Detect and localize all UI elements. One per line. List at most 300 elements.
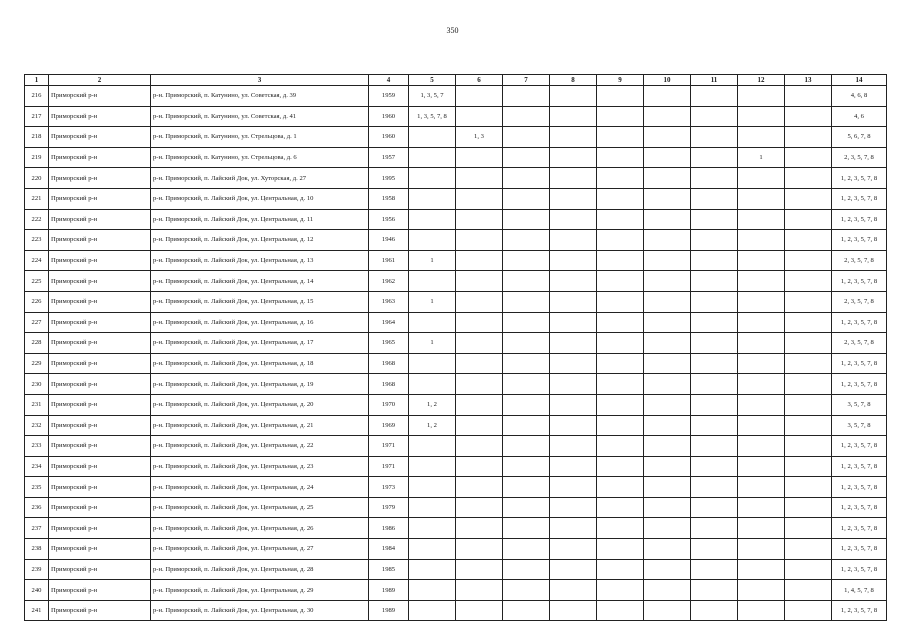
cell-col-11	[691, 312, 738, 333]
cell-col-5: 1	[409, 333, 456, 354]
cell-col-14: 2, 3, 5, 7, 8	[832, 250, 887, 271]
cell-col-9	[597, 271, 644, 292]
cell-col-12	[738, 333, 785, 354]
cell-col-12	[738, 497, 785, 518]
cell-row-number: 235	[25, 477, 49, 498]
cell-col-8	[550, 230, 597, 251]
cell-col-6	[456, 600, 503, 621]
cell-col-13	[785, 456, 832, 477]
cell-col-12	[738, 250, 785, 271]
cell-col-13	[785, 539, 832, 560]
cell-row-number: 216	[25, 86, 49, 107]
cell-col-8	[550, 353, 597, 374]
cell-year-built: 1984	[369, 539, 409, 560]
cell-address: р-н. Приморский, п. Лайский Док, ул. Центральная, д. 12	[151, 230, 369, 251]
cell-address: р-н. Приморский, п. Лайский Док, ул. Центральная, д. 17	[151, 333, 369, 354]
cell-col-10	[644, 291, 691, 312]
cell-address: р-н. Приморский, п. Лайский Док, ул. Центральная, д. 13	[151, 250, 369, 271]
cell-col-7	[503, 518, 550, 539]
cell-district: Приморский р-н	[49, 559, 151, 580]
cell-row-number: 236	[25, 497, 49, 518]
cell-year-built: 1995	[369, 168, 409, 189]
cell-col-10	[644, 394, 691, 415]
cell-col-5	[409, 353, 456, 374]
column-header-3: 3	[151, 75, 369, 86]
cell-col-13	[785, 188, 832, 209]
cell-col-6	[456, 539, 503, 560]
cell-row-number: 240	[25, 580, 49, 601]
cell-address: р-н. Приморский, п. Лайский Док, ул. Центральная, д. 10	[151, 188, 369, 209]
cell-col-11	[691, 106, 738, 127]
cell-col-11	[691, 188, 738, 209]
cell-col-9	[597, 374, 644, 395]
cell-col-5	[409, 188, 456, 209]
cell-col-9	[597, 415, 644, 436]
cell-address: р-н. Приморский, п. Лайский Док, ул. Центральная, д. 16	[151, 312, 369, 333]
cell-address: р-н. Приморский, п. Лайский Док, ул. Центральная, д. 26	[151, 518, 369, 539]
cell-col-9	[597, 436, 644, 457]
cell-district: Приморский р-н	[49, 271, 151, 292]
cell-col-8	[550, 312, 597, 333]
cell-col-13	[785, 518, 832, 539]
cell-col-10	[644, 86, 691, 107]
table-row	[25, 600, 887, 621]
cell-col-5	[409, 580, 456, 601]
table-header-row	[25, 75, 887, 86]
cell-district: Приморский р-н	[49, 353, 151, 374]
cell-year-built: 1969	[369, 415, 409, 436]
cell-col-10	[644, 477, 691, 498]
cell-col-14: 5, 6, 7, 8	[832, 127, 887, 148]
column-header-6: 6	[456, 75, 503, 86]
cell-col-9	[597, 86, 644, 107]
cell-year-built: 1985	[369, 559, 409, 580]
table-row	[25, 86, 887, 107]
cell-col-10	[644, 456, 691, 477]
cell-col-12	[738, 230, 785, 251]
cell-col-14: 1, 2, 3, 5, 7, 8	[832, 559, 887, 580]
cell-row-number: 230	[25, 374, 49, 395]
cell-col-5	[409, 312, 456, 333]
cell-col-6	[456, 477, 503, 498]
table-row	[25, 580, 887, 601]
cell-col-12	[738, 271, 785, 292]
column-header-10: 10	[644, 75, 691, 86]
cell-col-8	[550, 209, 597, 230]
column-header-5: 5	[409, 75, 456, 86]
cell-address: р-н. Приморский, п. Лайский Док, ул. Центральная, д. 19	[151, 374, 369, 395]
cell-col-7	[503, 456, 550, 477]
cell-col-6	[456, 353, 503, 374]
cell-col-9	[597, 291, 644, 312]
cell-col-13	[785, 250, 832, 271]
cell-col-5: 1, 2	[409, 394, 456, 415]
cell-row-number: 229	[25, 353, 49, 374]
cell-col-9	[597, 600, 644, 621]
cell-col-6	[456, 168, 503, 189]
column-header-1: 1	[25, 75, 49, 86]
cell-year-built: 1970	[369, 394, 409, 415]
cell-col-5	[409, 600, 456, 621]
cell-col-11	[691, 291, 738, 312]
cell-col-13	[785, 106, 832, 127]
cell-col-8	[550, 127, 597, 148]
cell-col-12	[738, 559, 785, 580]
cell-col-6: 1, 3	[456, 127, 503, 148]
cell-col-5	[409, 436, 456, 457]
cell-col-12	[738, 127, 785, 148]
cell-col-10	[644, 147, 691, 168]
cell-district: Приморский р-н	[49, 374, 151, 395]
cell-col-14: 1, 2, 3, 5, 7, 8	[832, 374, 887, 395]
cell-col-13	[785, 497, 832, 518]
cell-year-built: 1968	[369, 374, 409, 395]
cell-address: р-н. Приморский, п. Лайский Док, ул. Центральная, д. 21	[151, 415, 369, 436]
cell-year-built: 1964	[369, 312, 409, 333]
cell-col-11	[691, 86, 738, 107]
cell-col-10	[644, 168, 691, 189]
cell-address: р-н. Приморский, п. Лайский Док, ул. Центральная, д. 11	[151, 209, 369, 230]
cell-col-5	[409, 230, 456, 251]
cell-col-10	[644, 559, 691, 580]
cell-col-9	[597, 127, 644, 148]
cell-col-6	[456, 86, 503, 107]
cell-year-built: 1979	[369, 497, 409, 518]
cell-district: Приморский р-н	[49, 415, 151, 436]
cell-col-7	[503, 333, 550, 354]
cell-col-7	[503, 374, 550, 395]
cell-col-10	[644, 600, 691, 621]
cell-col-11	[691, 209, 738, 230]
cell-row-number: 222	[25, 209, 49, 230]
cell-address: р-н. Приморский, п. Лайский Док, ул. Центральная, д. 24	[151, 477, 369, 498]
cell-col-10	[644, 250, 691, 271]
table-row	[25, 436, 887, 457]
cell-address: р-н. Приморский, п. Лайский Док, ул. Центральная, д. 18	[151, 353, 369, 374]
cell-district: Приморский р-н	[49, 497, 151, 518]
table-row	[25, 106, 887, 127]
cell-address: р-н. Приморский, п. Лайский Док, ул. Центральная, д. 25	[151, 497, 369, 518]
table-row	[25, 127, 887, 148]
cell-col-9	[597, 147, 644, 168]
cell-col-13	[785, 127, 832, 148]
cell-col-13	[785, 600, 832, 621]
cell-row-number: 231	[25, 394, 49, 415]
cell-col-11	[691, 559, 738, 580]
cell-col-10	[644, 106, 691, 127]
cell-col-11	[691, 250, 738, 271]
cell-col-14: 1, 2, 3, 5, 7, 8	[832, 539, 887, 560]
cell-col-7	[503, 168, 550, 189]
cell-col-13	[785, 312, 832, 333]
cell-col-6	[456, 250, 503, 271]
cell-year-built: 1960	[369, 127, 409, 148]
cell-col-7	[503, 271, 550, 292]
cell-col-13	[785, 86, 832, 107]
cell-col-8	[550, 271, 597, 292]
cell-year-built: 1971	[369, 436, 409, 457]
table-row	[25, 312, 887, 333]
cell-col-6	[456, 518, 503, 539]
table-row	[25, 477, 887, 498]
cell-col-5: 1, 3, 5, 7, 8	[409, 106, 456, 127]
cell-row-number: 238	[25, 539, 49, 560]
cell-col-12	[738, 106, 785, 127]
cell-address: р-н. Приморский, п. Лайский Док, ул. Центральная, д. 14	[151, 271, 369, 292]
cell-address: р-н. Приморский, п. Лайский Док, ул. Центральная, д. 23	[151, 456, 369, 477]
cell-year-built: 1961	[369, 250, 409, 271]
cell-col-14: 1, 2, 3, 5, 7, 8	[832, 518, 887, 539]
cell-col-13	[785, 394, 832, 415]
cell-col-7	[503, 127, 550, 148]
cell-year-built: 1968	[369, 353, 409, 374]
cell-col-8	[550, 415, 597, 436]
cell-col-5	[409, 477, 456, 498]
cell-col-14: 4, 6	[832, 106, 887, 127]
cell-col-6	[456, 559, 503, 580]
cell-col-9	[597, 456, 644, 477]
cell-row-number: 233	[25, 436, 49, 457]
cell-col-7	[503, 580, 550, 601]
cell-col-14: 3, 5, 7, 8	[832, 394, 887, 415]
table-row	[25, 559, 887, 580]
cell-col-6	[456, 333, 503, 354]
cell-address: р-н. Приморский, п. Катунино, ул. Советская, д. 41	[151, 106, 369, 127]
cell-col-10	[644, 333, 691, 354]
cell-district: Приморский р-н	[49, 477, 151, 498]
cell-col-14: 2, 3, 5, 7, 8	[832, 333, 887, 354]
column-header-11: 11	[691, 75, 738, 86]
cell-col-8	[550, 539, 597, 560]
cell-col-7	[503, 312, 550, 333]
cell-row-number: 237	[25, 518, 49, 539]
cell-col-5: 1	[409, 250, 456, 271]
cell-col-10	[644, 436, 691, 457]
cell-col-11	[691, 477, 738, 498]
cell-col-10	[644, 312, 691, 333]
cell-address: р-н. Приморский, п. Катунино, ул. Стрельцова, д. 6	[151, 147, 369, 168]
cell-col-13	[785, 333, 832, 354]
cell-col-8	[550, 497, 597, 518]
cell-col-9	[597, 230, 644, 251]
cell-district: Приморский р-н	[49, 600, 151, 621]
cell-col-11	[691, 127, 738, 148]
cell-row-number: 228	[25, 333, 49, 354]
cell-col-9	[597, 539, 644, 560]
cell-col-8	[550, 374, 597, 395]
cell-col-8	[550, 436, 597, 457]
cell-col-11	[691, 497, 738, 518]
cell-col-8	[550, 600, 597, 621]
table-row	[25, 250, 887, 271]
cell-col-13	[785, 230, 832, 251]
cell-col-12	[738, 209, 785, 230]
cell-col-9	[597, 312, 644, 333]
cell-row-number: 241	[25, 600, 49, 621]
cell-col-13	[785, 580, 832, 601]
cell-col-13	[785, 353, 832, 374]
cell-col-14: 1, 2, 3, 5, 7, 8	[832, 312, 887, 333]
cell-col-9	[597, 188, 644, 209]
cell-col-11	[691, 374, 738, 395]
cell-col-10	[644, 374, 691, 395]
cell-col-9	[597, 209, 644, 230]
cell-district: Приморский р-н	[49, 580, 151, 601]
cell-col-5	[409, 559, 456, 580]
cell-col-13	[785, 168, 832, 189]
cell-col-10	[644, 518, 691, 539]
table-row	[25, 333, 887, 354]
cell-col-5	[409, 127, 456, 148]
cell-col-6	[456, 497, 503, 518]
cell-year-built: 1965	[369, 333, 409, 354]
table-row	[25, 353, 887, 374]
cell-col-14: 1, 2, 3, 5, 7, 8	[832, 271, 887, 292]
cell-district: Приморский р-н	[49, 86, 151, 107]
cell-col-10	[644, 188, 691, 209]
cell-address: р-н. Приморский, п. Лайский Док, ул. Центральная, д. 27	[151, 539, 369, 560]
cell-col-6	[456, 271, 503, 292]
cell-col-6	[456, 147, 503, 168]
table-row	[25, 271, 887, 292]
cell-district: Приморский р-н	[49, 209, 151, 230]
cell-col-7	[503, 250, 550, 271]
table-row	[25, 497, 887, 518]
column-header-9: 9	[597, 75, 644, 86]
table-row	[25, 374, 887, 395]
cell-col-13	[785, 559, 832, 580]
table-row	[25, 518, 887, 539]
cell-col-10	[644, 230, 691, 251]
cell-col-8	[550, 394, 597, 415]
cell-col-12	[738, 436, 785, 457]
cell-col-9	[597, 333, 644, 354]
cell-district: Приморский р-н	[49, 147, 151, 168]
cell-col-8	[550, 291, 597, 312]
cell-col-10	[644, 209, 691, 230]
cell-col-7	[503, 291, 550, 312]
cell-district: Приморский р-н	[49, 230, 151, 251]
column-header-14: 14	[832, 75, 887, 86]
cell-row-number: 234	[25, 456, 49, 477]
table-row	[25, 456, 887, 477]
cell-col-6	[456, 436, 503, 457]
cell-year-built: 1946	[369, 230, 409, 251]
cell-col-9	[597, 497, 644, 518]
cell-col-7	[503, 539, 550, 560]
cell-year-built: 1957	[369, 147, 409, 168]
cell-address: р-н. Приморский, п. Лайский Док, ул. Центральная, д. 20	[151, 394, 369, 415]
cell-col-7	[503, 188, 550, 209]
cell-col-13	[785, 436, 832, 457]
cell-district: Приморский р-н	[49, 291, 151, 312]
cell-col-8	[550, 518, 597, 539]
cell-col-12	[738, 394, 785, 415]
cell-year-built: 1963	[369, 291, 409, 312]
cell-col-7	[503, 415, 550, 436]
cell-col-12	[738, 600, 785, 621]
cell-col-13	[785, 291, 832, 312]
cell-district: Приморский р-н	[49, 188, 151, 209]
cell-row-number: 225	[25, 271, 49, 292]
cell-col-7	[503, 497, 550, 518]
cell-col-14: 1, 2, 3, 5, 7, 8	[832, 230, 887, 251]
cell-year-built: 1986	[369, 518, 409, 539]
cell-col-12	[738, 580, 785, 601]
cell-col-14: 1, 2, 3, 5, 7, 8	[832, 600, 887, 621]
cell-col-6	[456, 394, 503, 415]
cell-col-11	[691, 600, 738, 621]
cell-col-10	[644, 415, 691, 436]
cell-col-14: 3, 5, 7, 8	[832, 415, 887, 436]
cell-col-11	[691, 518, 738, 539]
cell-col-5: 1, 3, 5, 7	[409, 86, 456, 107]
column-header-4: 4	[369, 75, 409, 86]
cell-col-11	[691, 333, 738, 354]
cell-col-10	[644, 539, 691, 560]
cell-year-built: 1973	[369, 477, 409, 498]
table-row	[25, 394, 887, 415]
cell-col-5: 1, 2	[409, 415, 456, 436]
cell-col-12	[738, 374, 785, 395]
cell-col-12: 1	[738, 147, 785, 168]
cell-col-13	[785, 415, 832, 436]
cell-col-11	[691, 456, 738, 477]
cell-col-6	[456, 230, 503, 251]
cell-col-14: 1, 2, 3, 5, 7, 8	[832, 168, 887, 189]
cell-col-6	[456, 291, 503, 312]
cell-row-number: 220	[25, 168, 49, 189]
cell-district: Приморский р-н	[49, 127, 151, 148]
cell-col-9	[597, 250, 644, 271]
cell-col-14: 1, 2, 3, 5, 7, 8	[832, 209, 887, 230]
cell-col-10	[644, 353, 691, 374]
cell-col-7	[503, 600, 550, 621]
table-row	[25, 188, 887, 209]
cell-row-number: 239	[25, 559, 49, 580]
cell-col-5	[409, 456, 456, 477]
cell-row-number: 227	[25, 312, 49, 333]
cell-col-14: 1, 2, 3, 5, 7, 8	[832, 188, 887, 209]
cell-col-7	[503, 559, 550, 580]
cell-col-12	[738, 456, 785, 477]
cell-col-9	[597, 168, 644, 189]
cell-col-13	[785, 271, 832, 292]
cell-col-7	[503, 147, 550, 168]
table-row	[25, 168, 887, 189]
cell-col-6	[456, 188, 503, 209]
cell-col-8	[550, 456, 597, 477]
cell-col-6	[456, 374, 503, 395]
cell-district: Приморский р-н	[49, 168, 151, 189]
cell-col-11	[691, 394, 738, 415]
cell-col-12	[738, 291, 785, 312]
cell-col-6	[456, 106, 503, 127]
cell-address: р-н. Приморский, п. Катунино, ул. Советская, д. 39	[151, 86, 369, 107]
cell-address: р-н. Приморский, п. Лайский Док, ул. Центральная, д. 15	[151, 291, 369, 312]
cell-col-11	[691, 147, 738, 168]
cell-col-5	[409, 209, 456, 230]
table-row	[25, 209, 887, 230]
cell-year-built: 1959	[369, 86, 409, 107]
cell-col-9	[597, 580, 644, 601]
cell-col-5	[409, 518, 456, 539]
cell-col-8	[550, 86, 597, 107]
table-row	[25, 230, 887, 251]
cell-col-7	[503, 394, 550, 415]
cell-col-14: 1, 2, 3, 5, 7, 8	[832, 353, 887, 374]
cell-col-12	[738, 415, 785, 436]
